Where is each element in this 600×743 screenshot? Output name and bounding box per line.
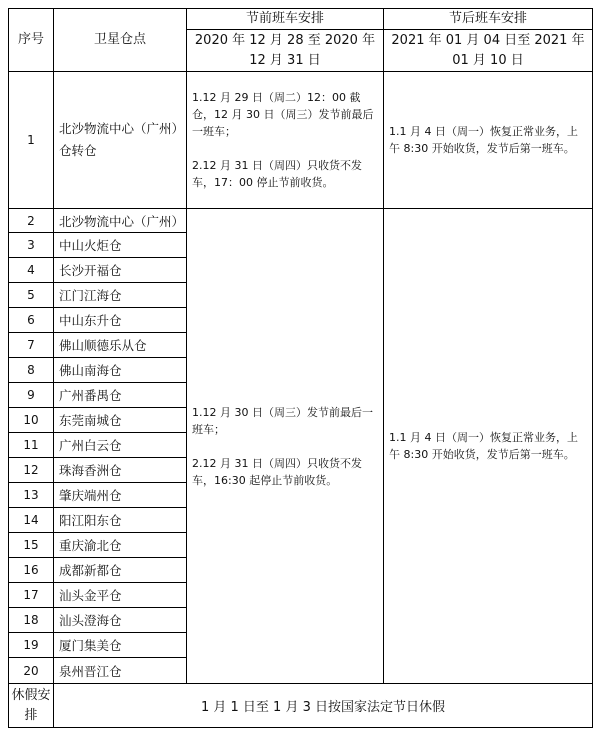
header-before-range: 2020 年 12 月 28 至 2020 年 12 月 31 日 <box>187 30 384 72</box>
warehouse-name: 长沙开福仓 <box>54 258 187 283</box>
row-index: 2 <box>9 209 54 233</box>
header-index: 序号 <box>9 9 54 72</box>
holiday-row <box>9 684 593 728</box>
warehouse-name: 厦门集美仓 <box>54 633 187 658</box>
row-index: 16 <box>9 558 54 583</box>
table-row <box>9 209 593 233</box>
row-index: 13 <box>9 483 54 508</box>
header-row <box>9 9 593 30</box>
warehouse-name: 广州番禺仓 <box>54 383 187 408</box>
warehouse-name: 佛山南海仓 <box>54 358 187 383</box>
row-index: 4 <box>9 258 54 283</box>
warehouse-name: 重庆渝北仓 <box>54 533 187 558</box>
warehouse-name: 中山东升仓 <box>54 308 187 333</box>
warehouse-name: 广州白云仓 <box>54 433 187 458</box>
header-after: 节后班车安排 <box>384 9 593 30</box>
group-before-note <box>187 209 384 684</box>
warehouse-name: 成都新都仓 <box>54 558 187 583</box>
table-row <box>9 72 593 209</box>
warehouse-name: 佛山顺德乐从仓 <box>54 333 187 358</box>
row-index: 19 <box>9 633 54 658</box>
before-note <box>187 72 384 209</box>
before-note-line: 1.12 月 30 日（周三）发节前最后一班车； <box>192 405 373 436</box>
warehouse-name: 珠海香洲仓 <box>54 458 187 483</box>
warehouse-name: 江门江海仓 <box>54 283 187 308</box>
warehouse-name: 汕头金平仓 <box>54 583 187 608</box>
warehouse-name: 东莞南城仓 <box>54 408 187 433</box>
warehouse-name: 北沙物流中心（广州） <box>54 209 187 233</box>
row-index: 11 <box>9 433 54 458</box>
row-index: 20 <box>9 658 54 684</box>
warehouse-name: 中山火炬仓 <box>54 233 187 258</box>
row-index: 15 <box>9 533 54 558</box>
row-index: 18 <box>9 608 54 633</box>
row-index: 8 <box>9 358 54 383</box>
row-index: 12 <box>9 458 54 483</box>
row-index: 1 <box>9 72 54 209</box>
warehouse-name: 北沙物流中心（广州）仓转仓 <box>54 72 187 209</box>
row-index: 17 <box>9 583 54 608</box>
before-note-line: 2.12 月 31 日（周四）只收货不发车，17：00 停止节前收货。 <box>192 159 362 189</box>
holiday-label: 休假安排 <box>9 684 54 728</box>
warehouse-name: 泉州晋江仓 <box>54 658 187 684</box>
warehouse-name: 阳江阳东仓 <box>54 508 187 533</box>
before-note-line: 2.12 月 31 日（周四）只收货不发车，16:30 起停止节前收货。 <box>192 456 362 487</box>
row-index: 3 <box>9 233 54 258</box>
header-after-range: 2021 年 01 月 04 日至 2021 年 01 月 10 日 <box>384 30 593 72</box>
row-index: 5 <box>9 283 54 308</box>
row-index: 6 <box>9 308 54 333</box>
header-before: 节前班车安排 <box>187 9 384 30</box>
row-index: 7 <box>9 333 54 358</box>
row-index: 14 <box>9 508 54 533</box>
row-index: 10 <box>9 408 54 433</box>
header-warehouse: 卫星仓点 <box>54 9 187 72</box>
holiday-text: 1 月 1 日至 1 月 3 日按国家法定节日休假 <box>54 684 593 728</box>
row-index: 9 <box>9 383 54 408</box>
warehouse-name: 汕头澄海仓 <box>54 608 187 633</box>
group-after-note: 1.1 月 4 日（周一）恢复正常业务，上午 8:30 开始收货，发节后第一班车。 <box>384 209 593 684</box>
warehouse-name: 肇庆端州仓 <box>54 483 187 508</box>
schedule-table <box>8 8 593 728</box>
after-note: 1.1 月 4 日（周一）恢复正常业务，上午 8:30 开始收货，发节后第一班车。 <box>384 72 593 209</box>
before-note-line: 1.12 月 29 日（周二）12：00 截仓，12 月 30 日（周三）发节前最后一班车； <box>192 91 374 138</box>
